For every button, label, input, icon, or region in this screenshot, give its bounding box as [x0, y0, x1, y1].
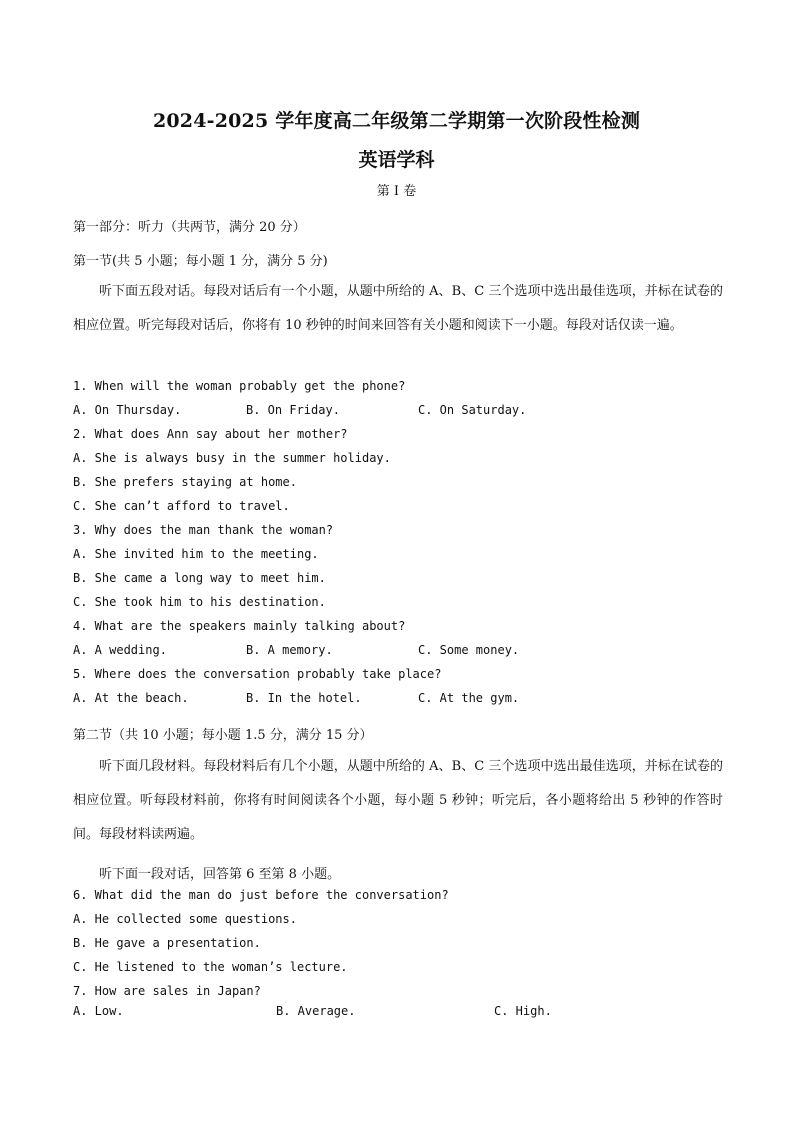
question-option: C. She can’t afford to travel. — [73, 499, 290, 513]
question-option: B. Average. — [276, 1004, 356, 1018]
question-option: A. She is always busy in the summer holiday. — [73, 451, 391, 465]
section2-heading: 第二节（共 10 小题；每小题 1.5 分，满分 15 分） — [73, 728, 373, 743]
question-stem: 7. How are sales in Japan? — [73, 984, 261, 998]
section1-instructions: 听下面五段对话。每段对话后有一个小题，从题中所给的 A、B、C 三个选项中选出最佳选项，并标在试卷的相应位置。听完每段对话后，你将有 10 秒钟的时间来回答有关小题和阅读下一小题。每段对话仅读一遍。 — [73, 284, 723, 333]
question-option: A. She invited him to the meeting. — [73, 547, 319, 561]
part1-heading: 第一部分：听力（共两节，满分 20 分） — [73, 220, 306, 235]
question-option: B. In the hotel. — [246, 691, 362, 705]
question-option: A. A wedding. — [73, 643, 167, 657]
group-note: 听下面一段对话，回答第 6 至第 8 小题。 — [99, 867, 341, 882]
question-option: A. Low. — [73, 1004, 124, 1018]
subject-title: 英语学科 — [358, 149, 435, 171]
question-option: C. High. — [494, 1004, 552, 1018]
question-stem: 6. What did the man do just before the conversation? — [73, 888, 449, 902]
question-stem: 3. Why does the man thank the woman? — [73, 523, 334, 537]
question-option: B. A memory. — [246, 643, 333, 657]
question-option: A. At the beach. — [73, 691, 189, 705]
question-option: A. He collected some questions. — [73, 912, 297, 926]
exam-title: 2024-2025 学年度高二年级第二学期第一次阶段性检测 — [152, 110, 641, 132]
question-stem: 1. When will the woman probably get the phone? — [73, 379, 406, 393]
question-option: C. Some money. — [418, 643, 520, 657]
section2-instructions: 听下面几段材料。每段材料后有几个小题，从题中所给的 A、B、C 三个选项中选出最佳选项，并标在试卷的相应位置。听每段材料前，你将有时间阅读各个小题，每小题 5 秒钟；听完后，各小题将给出 5 秒钟的作答时间。每段材料读两遍。 — [73, 759, 723, 842]
question-option: B. She came a long way to meet him. — [73, 571, 326, 585]
question-option: A. On Thursday. — [73, 403, 182, 417]
question-stem: 2. What does Ann say about her mother? — [73, 427, 348, 441]
question-option: C. At the gym. — [418, 691, 520, 705]
question-option: B. She prefers staying at home. — [73, 475, 297, 489]
section1-heading: 第一节(共 5 小题；每小题 1 分，满分 5 分) — [73, 254, 328, 269]
question-option: C. On Saturday. — [418, 403, 527, 417]
question-stem: 5. Where does the conversation probably take place? — [73, 667, 442, 681]
volume-label: 第 I 卷 — [376, 184, 417, 199]
question-stem: 4. What are the speakers mainly talking about? — [73, 619, 406, 633]
question-option: B. He gave a presentation. — [73, 936, 261, 950]
question-option: B. On Friday. — [246, 403, 340, 417]
question-option: C. She took him to his destination. — [73, 595, 326, 609]
question-option: C. He listened to the woman’s lecture. — [73, 960, 348, 974]
